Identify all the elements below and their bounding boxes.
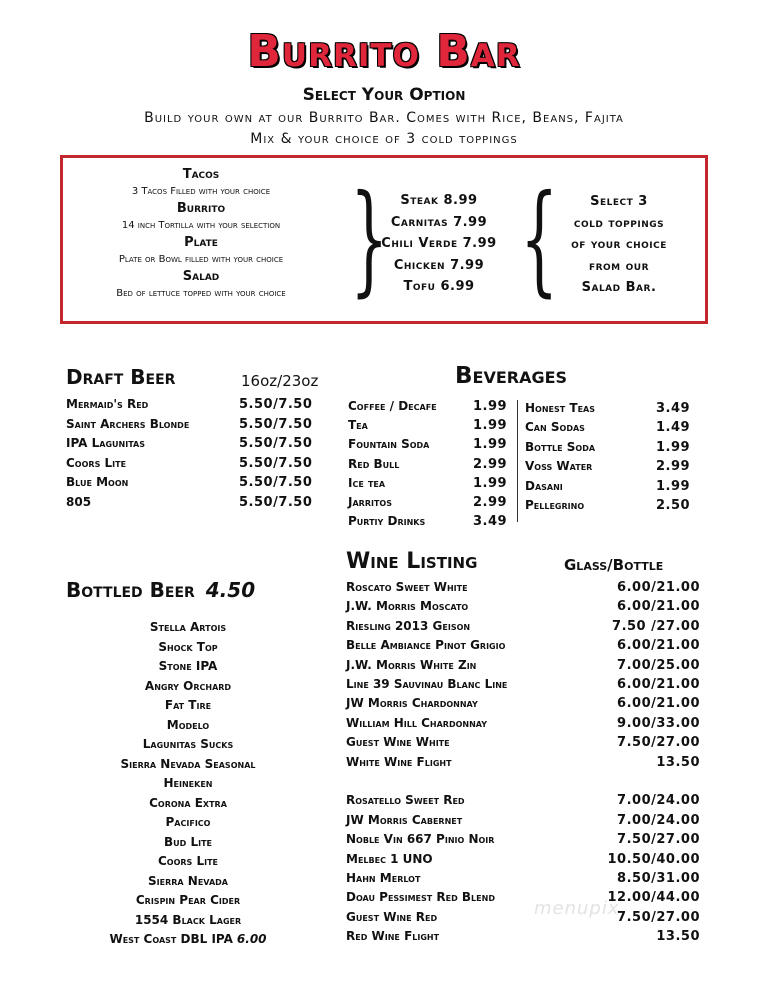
beverages-divider xyxy=(517,400,518,522)
item-price: 1.99 xyxy=(656,478,691,494)
item-name: West Coast DBL IPA xyxy=(109,932,233,946)
item-name: Belle Ambiance Pinot Grigio xyxy=(346,638,506,653)
option-name: Burrito xyxy=(176,201,226,216)
bottled-beer-row xyxy=(88,638,288,658)
watermark-logo: menupix xyxy=(534,898,620,919)
bottled-beer-row xyxy=(88,755,288,775)
item-name: JW Morris Chardonnay xyxy=(346,696,478,711)
bottled-beer-row xyxy=(88,813,288,833)
item-name: Fat Tire xyxy=(164,698,212,712)
item-name: Riesling 2013 Geison xyxy=(346,618,471,633)
item-price: 2.99 xyxy=(656,459,691,475)
item-name: White Wine Flight xyxy=(346,754,452,769)
item-price: 13.50 xyxy=(656,929,700,945)
item-price: 5.50/7.50 xyxy=(239,416,313,432)
item-name: 1554 Black Lager xyxy=(134,912,242,927)
item-price: 6.00 xyxy=(236,932,267,946)
protein-item: Tofu 6.99 xyxy=(403,279,475,294)
item-name: Red Wine Flight xyxy=(346,929,440,944)
item-name: Saint Archers Blonde xyxy=(66,416,190,431)
item-name: Roscato Sweet White xyxy=(346,580,468,594)
left-brace-icon: { xyxy=(520,170,559,309)
option-name: Plate xyxy=(184,235,218,250)
bottled-beer-row xyxy=(88,833,288,853)
item-price: 5.50/7.50 xyxy=(239,397,313,412)
options-box xyxy=(60,155,708,324)
item-name: Purtiy Drinks xyxy=(348,514,426,529)
item-price: 6.00/21.00 xyxy=(617,580,700,595)
item-name: Line 39 Sauvinau Blanc Line xyxy=(346,677,508,691)
item-name: Shock Top xyxy=(158,639,218,654)
item-name: Sierra Nevada xyxy=(148,873,228,888)
bottled-beer-title: Bottled Beer xyxy=(66,578,195,602)
bottled-beer-row xyxy=(88,716,288,736)
option-types xyxy=(67,166,335,302)
item-price: 7.50/27.00 xyxy=(617,909,700,925)
item-price: 7.50/27.00 xyxy=(617,832,700,848)
item-price: 13.50 xyxy=(656,754,700,770)
item-name: Can Sodas xyxy=(525,420,585,435)
bottled-beer-heading xyxy=(66,578,255,602)
bottled-beer-row xyxy=(88,735,288,755)
item-price: 5.50/7.50 xyxy=(239,455,313,471)
item-name: Modelo xyxy=(166,717,210,732)
item-price: 12.00/44.00 xyxy=(607,890,700,906)
toppings-line: Salad Bar. xyxy=(581,280,657,296)
item-name: Coors Lite xyxy=(66,455,127,470)
item-price: 3.49 xyxy=(656,401,691,416)
item-name: Bottle Soda xyxy=(525,439,596,454)
item-name: Jarritos xyxy=(348,495,392,509)
item-price: 6.00/21.00 xyxy=(617,638,700,654)
item-price: 2.99 xyxy=(473,456,508,472)
item-price: 2.50 xyxy=(656,498,691,513)
bottled-beer-row xyxy=(88,696,288,716)
item-name: William Hill Chardonnay xyxy=(346,715,488,730)
option-desc: 14 inch Tortilla with your selection xyxy=(121,220,281,231)
item-price: 3.49 xyxy=(473,514,508,530)
option-name: Salad xyxy=(182,269,220,284)
item-name: Blue Moon xyxy=(66,475,129,489)
item-name: Tea xyxy=(348,418,368,433)
item-name: Lagunitas Sucks xyxy=(142,737,234,751)
item-name: Bud Lite xyxy=(163,834,212,849)
item-price: 7.00/24.00 xyxy=(617,793,700,809)
draft-beer-sizes: 16oz/23oz xyxy=(241,372,319,390)
bottled-beer-row xyxy=(88,618,288,638)
option-desc: 3 Tacos Filled with your choice xyxy=(131,186,271,197)
bottled-beer-row xyxy=(88,657,288,677)
item-name: Stella Artois xyxy=(149,620,227,634)
protein-item: Chicken 7.99 xyxy=(393,257,485,273)
page-title: Burrito Bar xyxy=(247,26,521,77)
item-price: 1.99 xyxy=(473,475,508,491)
item-name: Voss Water xyxy=(525,459,593,474)
item-name: JW Morris Cabernet xyxy=(346,812,463,827)
item-price: 6.00/21.00 xyxy=(617,677,700,692)
bottled-beer-row xyxy=(88,852,288,872)
bottled-beer-row xyxy=(88,930,288,950)
item-name: J.W. Morris Moscato xyxy=(346,599,469,614)
subtitle: Select Your Option xyxy=(302,85,466,105)
option-desc: Plate or Bowl filled with your choice xyxy=(118,254,284,265)
item-price: 7.00/25.00 xyxy=(617,657,700,673)
item-name: Crispin Pear Cider xyxy=(135,893,241,907)
toppings-note xyxy=(539,191,699,299)
beverages-heading: Beverages xyxy=(455,363,568,389)
item-name: Coffee / Decafe xyxy=(348,399,437,413)
item-price: 5.50/7.50 xyxy=(239,436,313,451)
toppings-line: Select 3 xyxy=(590,194,648,209)
toppings-line: from our xyxy=(588,258,650,274)
item-name: Coors Lite xyxy=(157,854,219,868)
toppings-line: cold toppings xyxy=(573,215,665,231)
bottled-beer-row xyxy=(88,794,288,814)
bottled-beer-row xyxy=(88,911,288,931)
item-price: 7.50/27.00 xyxy=(617,735,700,751)
item-price: 1.49 xyxy=(656,420,691,436)
item-name: Guest Wine Red xyxy=(346,909,438,924)
draft-beer-heading: Draft Beer xyxy=(66,365,176,389)
intro-line-1: Build your own at our Burrito Bar. Comes with Rice, Beans, Fajita xyxy=(144,110,624,126)
item-name: Corona Extra xyxy=(149,795,227,810)
item-name: J.W. Morris White Zin xyxy=(346,657,477,672)
protein-item: Carnitas 7.99 xyxy=(390,214,488,230)
item-price: 7.00/24.00 xyxy=(617,812,700,828)
item-name: Sierra Nevada Seasonal xyxy=(120,756,256,771)
item-price: 9.00/33.00 xyxy=(617,715,700,731)
item-price: 2.99 xyxy=(473,495,508,510)
item-name: Doau Pessimest Red Blend xyxy=(346,890,495,905)
item-name: Pellegrino xyxy=(525,498,585,512)
item-price: 6.00/21.00 xyxy=(617,696,700,712)
item-price: 1.99 xyxy=(473,437,508,453)
item-name: Guest Wine White xyxy=(346,735,450,750)
item-name: Ice tea xyxy=(348,475,386,490)
item-name: Melbec 1 UNO xyxy=(346,851,433,866)
intro-line-2: Mix & your choice of 3 cold toppings xyxy=(250,131,518,147)
bottled-beer-list xyxy=(88,618,288,950)
item-price: 1.99 xyxy=(656,439,691,455)
item-name: Rosatello Sweet Red xyxy=(346,793,465,808)
bottled-beer-row xyxy=(88,677,288,697)
item-name: Angry Orchard xyxy=(144,678,232,693)
bottled-beer-row xyxy=(88,872,288,892)
item-name: Hahn Merlot xyxy=(346,871,421,885)
item-price: 5.50/7.50 xyxy=(239,475,313,490)
item-name: Red Bull xyxy=(348,456,400,471)
item-name: 805 xyxy=(66,494,92,509)
item-price: 1.99 xyxy=(473,418,508,434)
item-name: Dasani xyxy=(525,478,563,493)
item-price: 8.50/31.00 xyxy=(617,871,700,886)
option-name: Tacos xyxy=(182,167,220,182)
item-price: 5.50/7.50 xyxy=(239,494,313,510)
item-price: 6.00/21.00 xyxy=(617,599,700,615)
item-name: Stone IPA xyxy=(158,659,218,673)
wine-columns-label: Glass/Bottle xyxy=(564,556,664,574)
item-name: Heineken xyxy=(163,776,213,790)
toppings-line: of your choice xyxy=(571,237,667,253)
item-name: Noble Vin 667 Pinio Noir xyxy=(346,832,495,847)
item-price: 10.50/40.00 xyxy=(607,851,700,867)
item-name: Fountain Soda xyxy=(348,437,430,452)
item-name: IPA Lagunitas xyxy=(66,436,145,450)
item-price: 1.99 xyxy=(473,399,508,414)
protein-item: Steak 8.99 xyxy=(400,193,478,208)
item-price: 7.50 /27.00 xyxy=(612,618,700,634)
bottled-beer-price: 4.50 xyxy=(205,578,256,602)
option-desc: Bed of lettuce topped with your choice xyxy=(116,288,286,299)
item-name: Mermaid's Red xyxy=(66,397,149,411)
item-name: Pacifico xyxy=(165,815,211,829)
protein-list xyxy=(359,190,519,298)
wine-heading: Wine Listing xyxy=(346,549,478,574)
bottled-beer-row xyxy=(88,774,288,794)
bottled-beer-row xyxy=(88,891,288,911)
item-name: Honest Teas xyxy=(525,401,596,415)
protein-item: Chili Verde 7.99 xyxy=(381,236,497,251)
right-brace-icon: } xyxy=(350,170,389,309)
